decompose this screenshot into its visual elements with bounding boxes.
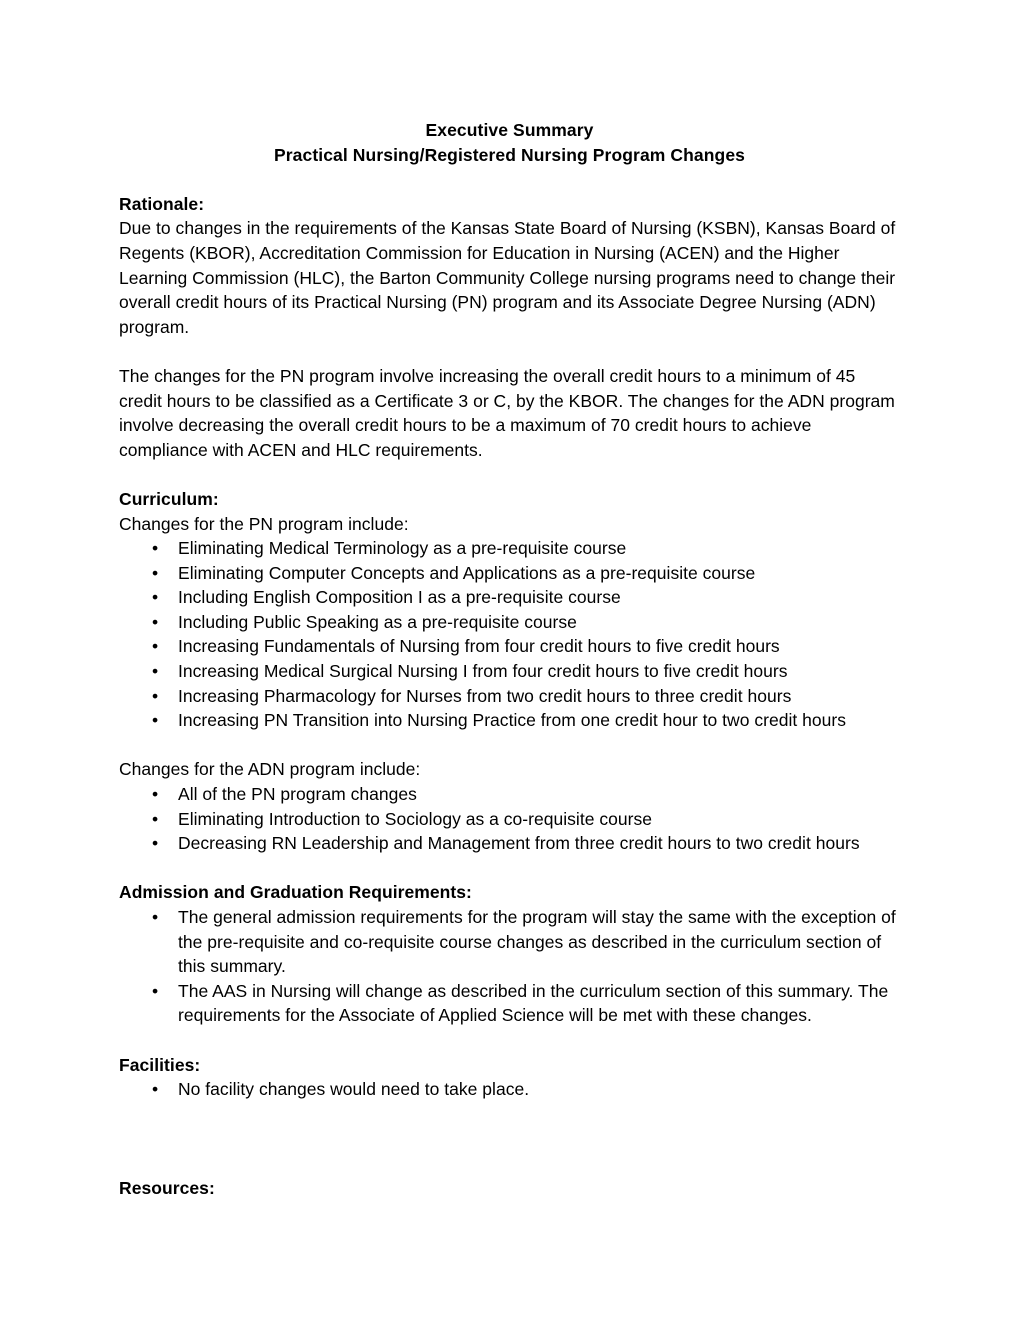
spacer (119, 1151, 900, 1176)
bullet-icon: • (152, 980, 159, 1001)
bullet-icon: • (152, 784, 159, 805)
list-item-label: Including Public Speaking as a pre-requisite course (178, 611, 577, 632)
spacer (119, 1126, 900, 1151)
spacer (119, 1102, 900, 1127)
curriculum-pn-lead-in: Changes for the PN program include: (119, 513, 409, 534)
heading-admission-and-graduation-requirements: Admission and Graduation Requirements: (119, 882, 472, 903)
bullet-icon: • (152, 907, 159, 927)
list-item (119, 905, 900, 979)
heading-curriculum: Curriculum: (119, 488, 219, 509)
document-title-line-1: Executive Summary (425, 120, 594, 140)
list-item (119, 536, 900, 561)
list-item-label: Decreasing RN Leadership and Management from three credit hours to two credit hours (178, 833, 860, 854)
list-item-label: Eliminating Computer Concepts and Applications as a pre-requisite course (178, 562, 756, 583)
bullet-icon: • (152, 636, 159, 657)
list-item (119, 634, 900, 659)
list-item (119, 659, 900, 684)
list-item (119, 708, 900, 733)
list-item-label: The general admission requirements for the program will stay the same with the exception of the pre-requisite and co-requisite course changes as described in the curriculum section of this summary. (178, 907, 896, 977)
heading-resources: Resources: (119, 1177, 215, 1198)
list-item-label: The AAS in Nursing will change as described in the curriculum section of this summary. The requirements for the Associate of Applied Science will be met with these changes. (178, 980, 889, 1026)
bullet-icon: • (152, 833, 159, 854)
bullet-icon: • (152, 562, 159, 583)
list-item-label: Including English Composition I as a pre-requisite course (178, 587, 621, 608)
heading-rationale: Rationale: (119, 193, 205, 214)
list-item-label: Increasing Fundamentals of Nursing from four credit hours to five credit hours (178, 636, 780, 657)
list-item (119, 610, 900, 635)
bullet-icon: • (152, 710, 159, 731)
document-title-line-2: Practical Nursing/Registered Nursing Program Changes (273, 144, 746, 165)
spacer (119, 856, 900, 881)
spacer (119, 167, 900, 192)
list-item-label: Increasing Pharmacology for Nurses from two credit hours to three credit hours (178, 685, 792, 706)
list-item-label: All of the PN program changes (178, 784, 417, 805)
list-item-label: Eliminating Medical Terminology as a pre-requisite course (178, 538, 627, 559)
document-title (119, 118, 900, 167)
heading-facilities: Facilities: (119, 1054, 201, 1075)
spacer (119, 1028, 900, 1053)
list-item-label: Increasing Medical Surgical Nursing I from four credit hours to five credit hours (178, 661, 788, 682)
list-item (119, 831, 900, 856)
list-item (119, 782, 900, 807)
spacer (119, 339, 900, 364)
list-item-label: No facility changes would need to take place. (178, 1079, 530, 1100)
list-item (119, 807, 900, 832)
spacer (119, 462, 900, 487)
list-item (119, 585, 900, 610)
list-item-label: Increasing PN Transition into Nursing Practice from one credit hour to two credit hours (178, 710, 847, 731)
bullet-icon: • (152, 1079, 159, 1100)
list-item-label: Eliminating Introduction to Sociology as a co-requisite course (178, 808, 652, 829)
list-item (119, 1077, 900, 1102)
bullet-icon: • (152, 587, 159, 608)
list-item (119, 684, 900, 709)
admission-bullet-list (119, 905, 900, 1028)
list-item (119, 561, 900, 586)
facilities-bullet-list (119, 1077, 900, 1102)
bullet-icon: • (152, 685, 159, 706)
bullet-icon: • (152, 808, 159, 829)
curriculum-pn-bullet-list (119, 536, 900, 733)
curriculum-adn-bullet-list (119, 782, 900, 856)
bullet-icon: • (152, 661, 159, 682)
list-item (119, 979, 900, 1028)
bullet-icon: • (152, 538, 159, 559)
bullet-icon: • (152, 611, 159, 632)
rationale-paragraph-2: The changes for the PN program involve increasing the overall credit hours to a minimum of 45 credit hours to be classified as a Certificate 3 or C, by the KBOR. The changes for the ADN program involve decreasing the overall credit hours to be a maximum of 70 credit hours to achieve compliance with ACEN and HLC requirements. (119, 365, 895, 460)
spacer (119, 733, 900, 758)
rationale-paragraph-1: Due to changes in the requirements of the Kansas State Board of Nursing (KSBN), Kansas Board of Regents (KBOR), Accreditation Commission for Education in Nursing (ACEN) and the Higher Learning Commission (HLC), the Barton Community College nursing programs need to change their overall credit hours of its Practical Nursing (PN) program and its Associate Degree Nursing (ADN) program. (119, 218, 896, 337)
curriculum-adn-lead-in: Changes for the ADN program include: (119, 759, 421, 780)
